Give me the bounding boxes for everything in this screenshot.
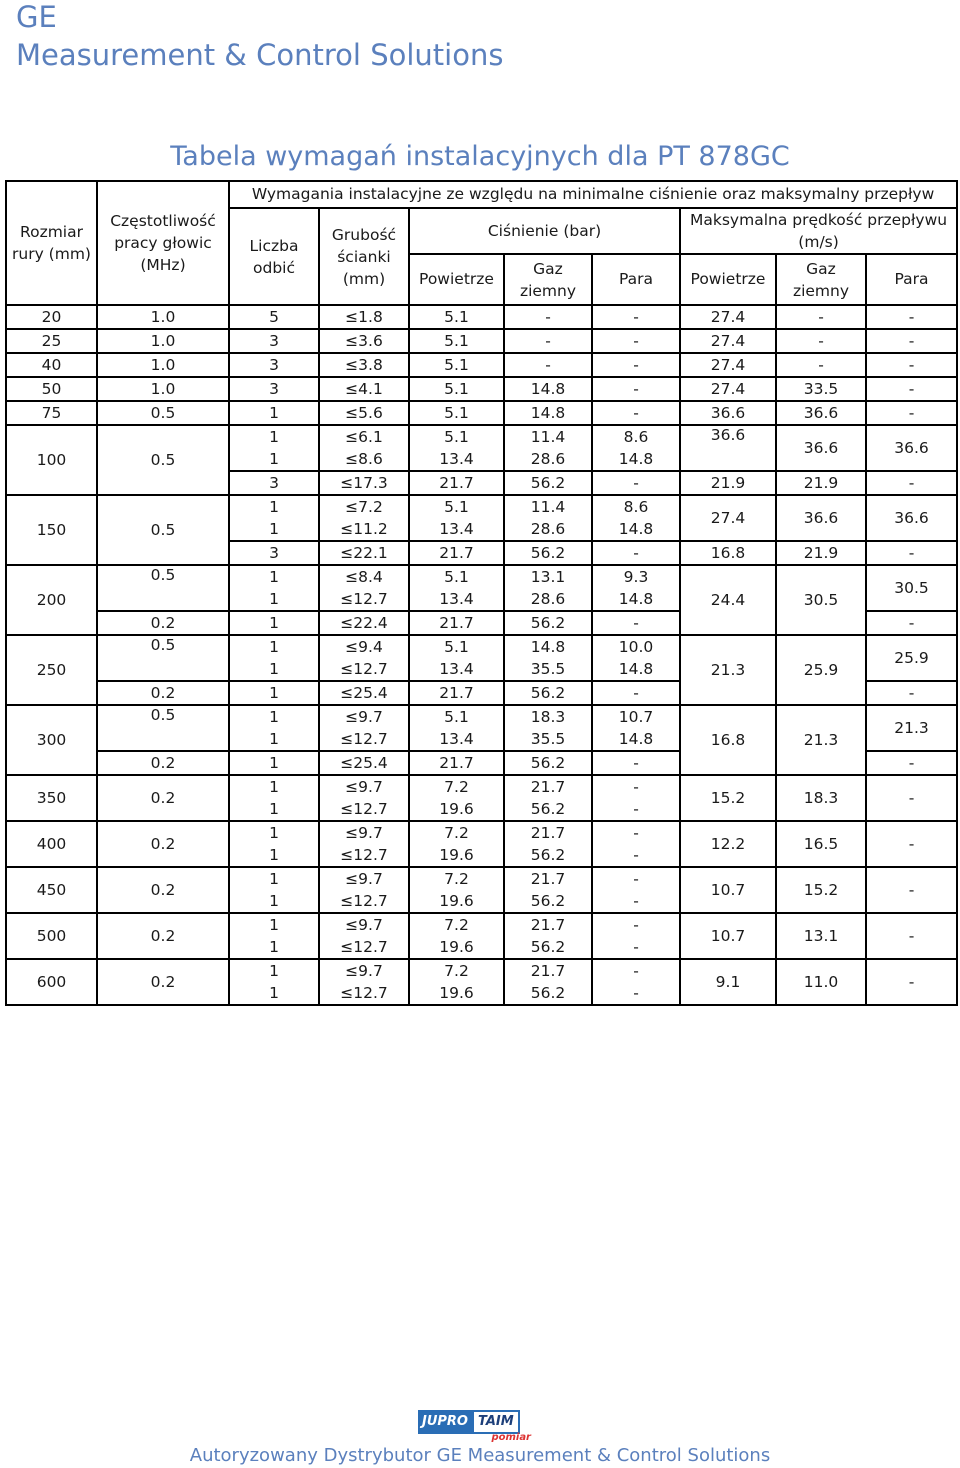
cell-freq: 0.5 [97, 425, 229, 495]
cell-traverses: 3 [229, 471, 319, 495]
header-wall: Grubość ścianki (mm) [319, 208, 409, 305]
cell-traverses: 5 [229, 305, 319, 329]
cell-velocity-steam: - [866, 867, 957, 913]
cell-pressure-air: 19.6 [409, 936, 504, 959]
cell-pressure-air: 13.4 [409, 588, 504, 611]
cell-traverses: 1 [229, 890, 319, 913]
cell-freq: 0.2 [97, 681, 229, 705]
cell-traverses: 1 [229, 775, 319, 798]
cell-pressure-steam: - [592, 471, 680, 495]
cell-pressure-air: 5.1 [409, 425, 504, 448]
cell-traverses: 1 [229, 518, 319, 541]
cell-traverses: 3 [229, 329, 319, 353]
cell-velocity-steam: - [866, 611, 957, 635]
header-main-group: Wymagania instalacyjne ze względu na minimalne ciśnienie oraz maksymalny przepływ [229, 181, 957, 208]
cell-pressure-steam: 14.8 [592, 588, 680, 611]
cell-pressure-gas: 56.2 [504, 471, 592, 495]
cell-pipe: 25 [6, 329, 97, 353]
cell-traverses: 1 [229, 565, 319, 588]
table-row [6, 775, 957, 798]
page-title: Tabela wymagań instalacyjnych dla PT 878GC [170, 141, 790, 172]
cell-wall: ≤12.7 [319, 890, 409, 913]
cell-pressure-air: 21.7 [409, 471, 504, 495]
cell-traverses: 3 [229, 377, 319, 401]
cell-pipe: 300 [6, 705, 97, 775]
cell-wall: ≤25.4 [319, 681, 409, 705]
cell-wall: ≤3.8 [319, 353, 409, 377]
cell-velocity-air: 27.4 [680, 495, 776, 541]
cell-velocity-air: 27.4 [680, 329, 776, 353]
table-row [6, 305, 957, 329]
cell-freq: 0.5 [97, 705, 229, 751]
cell-velocity-air: 24.4 [680, 565, 776, 635]
logo-part-jupro: JUPRO [418, 1410, 472, 1434]
cell-pressure-gas: 28.6 [504, 518, 592, 541]
cell-velocity-air: 21.3 [680, 635, 776, 705]
cell-velocity-steam: 30.5 [866, 565, 957, 611]
cell-velocity-air: 36.6 [680, 425, 776, 448]
cell-pressure-steam: - [592, 890, 680, 913]
cell-pressure-gas: 56.2 [504, 890, 592, 913]
cell-traverses: 1 [229, 728, 319, 751]
footer-text: Autoryzowany Dystrybutor GE Measurement & Control Solutions [189, 1445, 771, 1466]
cell-wall: ≤9.7 [319, 775, 409, 798]
cell-freq: 0.5 [97, 635, 229, 681]
cell-velocity-steam: - [866, 353, 957, 377]
cell-pressure-air: 7.2 [409, 959, 504, 982]
cell-pressure-steam: - [592, 959, 680, 982]
cell-velocity-gas: - [776, 329, 866, 353]
cell-pipe: 50 [6, 377, 97, 401]
cell-traverses: 1 [229, 821, 319, 844]
cell-pressure-air: 5.1 [409, 353, 504, 377]
cell-freq: 0.5 [97, 565, 229, 611]
cell-velocity-gas: 33.5 [776, 377, 866, 401]
cell-wall: ≤22.1 [319, 541, 409, 565]
cell-pressure-air: 21.7 [409, 611, 504, 635]
cell-freq: 0.2 [97, 959, 229, 1005]
cell-traverses: 1 [229, 588, 319, 611]
cell-velocity-gas: 15.2 [776, 867, 866, 913]
cell-pressure-air: 5.1 [409, 565, 504, 588]
cell-freq: 0.5 [97, 401, 229, 425]
cell-pressure-air: 19.6 [409, 798, 504, 821]
installation-requirements-table [5, 180, 958, 1006]
cell-pressure-air: 7.2 [409, 867, 504, 890]
cell-pressure-air: 5.1 [409, 305, 504, 329]
cell-pressure-steam: 8.6 [592, 425, 680, 448]
cell-velocity-air: 15.2 [680, 775, 776, 821]
header-traverses: Liczba odbić [229, 208, 319, 305]
table-row [6, 821, 957, 844]
cell-pressure-air: 21.7 [409, 751, 504, 775]
cell-pressure-gas: 14.8 [504, 401, 592, 425]
cell-pipe: 500 [6, 913, 97, 959]
cell-pipe: 350 [6, 775, 97, 821]
table-row [6, 635, 957, 658]
cell-traverses: 3 [229, 353, 319, 377]
cell-velocity-gas: 25.9 [776, 635, 866, 705]
cell-pressure-gas: 21.7 [504, 821, 592, 844]
cell-pressure-gas: - [504, 353, 592, 377]
cell-velocity-steam: - [866, 913, 957, 959]
header-velocity-gas: Gaz ziemny [776, 254, 866, 305]
cell-wall: ≤12.7 [319, 588, 409, 611]
header-velocity-air: Powietrze [680, 254, 776, 305]
distributor-logo [418, 1410, 533, 1444]
cell-pressure-air: 19.6 [409, 890, 504, 913]
cell-pressure-gas: 21.7 [504, 775, 592, 798]
cell-velocity-gas: 21.3 [776, 705, 866, 775]
table-row [6, 353, 957, 377]
cell-pressure-gas: - [504, 305, 592, 329]
cell-pressure-steam: - [592, 353, 680, 377]
cell-traverses: 1 [229, 913, 319, 936]
cell-velocity-air: 12.2 [680, 821, 776, 867]
cell-pressure-air: 13.4 [409, 518, 504, 541]
cell-wall: ≤12.7 [319, 658, 409, 681]
cell-traverses: 1 [229, 751, 319, 775]
cell-pressure-steam: - [592, 751, 680, 775]
cell-velocity-air: 27.4 [680, 305, 776, 329]
logo-subtext: pomiar [491, 1432, 531, 1443]
cell-pressure-steam: 8.6 [592, 495, 680, 518]
cell-velocity-steam: - [866, 471, 957, 495]
cell-pressure-gas: 56.2 [504, 751, 592, 775]
cell-pressure-air: 5.1 [409, 495, 504, 518]
cell-pressure-steam: - [592, 541, 680, 565]
cell-pipe: 20 [6, 305, 97, 329]
brand-header [16, 0, 503, 74]
cell-wall: ≤12.7 [319, 728, 409, 751]
cell-pressure-steam: 10.0 [592, 635, 680, 658]
cell-pressure-air: 13.4 [409, 448, 504, 471]
cell-traverses: 1 [229, 658, 319, 681]
cell-pipe: 200 [6, 565, 97, 635]
cell-velocity-air: 10.7 [680, 867, 776, 913]
cell-pipe: 100 [6, 425, 97, 495]
cell-pressure-air: 5.1 [409, 635, 504, 658]
cell-traverses: 1 [229, 867, 319, 890]
cell-pressure-gas: 56.2 [504, 798, 592, 821]
cell-pressure-gas: 11.4 [504, 425, 592, 448]
cell-freq: 0.2 [97, 913, 229, 959]
cell-pressure-gas: 28.6 [504, 588, 592, 611]
cell-pipe: 75 [6, 401, 97, 425]
cell-wall: ≤9.7 [319, 705, 409, 728]
cell-pressure-steam: 14.8 [592, 728, 680, 751]
cell-velocity-steam: - [866, 959, 957, 1005]
cell-traverses: 1 [229, 936, 319, 959]
cell-traverses: 1 [229, 495, 319, 518]
cell-wall: ≤12.7 [319, 844, 409, 867]
table-row [6, 705, 957, 728]
cell-velocity-steam: - [866, 541, 957, 565]
cell-traverses: 1 [229, 959, 319, 982]
cell-traverses: 1 [229, 982, 319, 1005]
cell-wall: ≤1.8 [319, 305, 409, 329]
cell-pipe: 600 [6, 959, 97, 1005]
cell-pressure-air: 7.2 [409, 913, 504, 936]
cell-velocity-steam: - [866, 821, 957, 867]
cell-wall: ≤12.7 [319, 798, 409, 821]
cell-wall: ≤9.7 [319, 959, 409, 982]
cell-velocity-gas: 30.5 [776, 565, 866, 635]
brand-ge: GE [16, 0, 57, 34]
cell-pressure-steam: 9.3 [592, 565, 680, 588]
cell-velocity-gas: 11.0 [776, 959, 866, 1005]
cell-wall: ≤7.2 [319, 495, 409, 518]
cell-freq: 0.2 [97, 611, 229, 635]
cell-pressure-steam: 10.7 [592, 705, 680, 728]
cell-wall: ≤6.1 [319, 425, 409, 448]
cell-traverses: 1 [229, 425, 319, 448]
cell-pressure-gas: - [504, 329, 592, 353]
cell-pressure-gas: 21.7 [504, 959, 592, 982]
cell-pressure-gas: 56.2 [504, 681, 592, 705]
cell-pressure-steam: - [592, 936, 680, 959]
cell-velocity-air: 21.9 [680, 471, 776, 495]
cell-wall: ≤3.6 [319, 329, 409, 353]
cell-wall: ≤12.7 [319, 936, 409, 959]
cell-freq: 1.0 [97, 329, 229, 353]
cell-pressure-air: 7.2 [409, 821, 504, 844]
cell-pressure-gas: 21.7 [504, 867, 592, 890]
cell-pressure-air: 19.6 [409, 844, 504, 867]
cell-pressure-gas: 35.5 [504, 658, 592, 681]
cell-pipe: 250 [6, 635, 97, 705]
cell-pressure-steam: 14.8 [592, 448, 680, 471]
cell-pressure-gas: 13.1 [504, 565, 592, 588]
logo-part-taim: TAIM [472, 1410, 520, 1434]
cell-pressure-steam: 14.8 [592, 658, 680, 681]
header-velocity-steam: Para [866, 254, 957, 305]
cell-pressure-gas: 14.8 [504, 635, 592, 658]
cell-wall: ≤4.1 [319, 377, 409, 401]
cell-wall: ≤9.7 [319, 821, 409, 844]
cell-pressure-air: 19.6 [409, 982, 504, 1005]
cell-freq: 1.0 [97, 377, 229, 401]
cell-freq: 0.5 [97, 495, 229, 565]
cell-velocity-steam: - [866, 329, 957, 353]
cell-pressure-steam: - [592, 798, 680, 821]
cell-velocity-steam: 36.6 [866, 425, 957, 471]
header-frequency: Częstotliwość pracy głowic (MHz) [97, 181, 229, 305]
cell-velocity-steam: - [866, 305, 957, 329]
cell-pressure-air: 5.1 [409, 401, 504, 425]
cell-pressure-steam: - [592, 982, 680, 1005]
cell-pressure-air: 13.4 [409, 728, 504, 751]
table-row [6, 329, 957, 353]
cell-velocity-air: 10.7 [680, 913, 776, 959]
cell-pressure-steam: - [592, 775, 680, 798]
table-row [6, 867, 957, 890]
cell-traverses: 1 [229, 448, 319, 471]
cell-pressure-steam: - [592, 611, 680, 635]
brand-subtitle: Measurement & Control Solutions [16, 38, 504, 72]
cell-pressure-air: 21.7 [409, 681, 504, 705]
cell-pressure-air: 21.7 [409, 541, 504, 565]
cell-pressure-gas: 18.3 [504, 705, 592, 728]
cell-pressure-steam: - [592, 329, 680, 353]
cell-pressure-steam: - [592, 377, 680, 401]
header-pipe-size: Rozmiar rury (mm) [6, 181, 97, 305]
header-pressure-steam: Para [592, 254, 680, 305]
cell-traverses: 1 [229, 844, 319, 867]
header-pressure-group: Ciśnienie (bar) [409, 208, 680, 254]
cell-pressure-gas: 14.8 [504, 377, 592, 401]
table-row [6, 495, 957, 518]
cell-pressure-gas: 56.2 [504, 982, 592, 1005]
header-pressure-gas: Gaz ziemny [504, 254, 592, 305]
cell-velocity-gas: - [776, 305, 866, 329]
cell-traverses: 1 [229, 798, 319, 821]
cell-velocity-air: 9.1 [680, 959, 776, 1005]
cell-velocity-steam: - [866, 377, 957, 401]
cell-freq: 0.2 [97, 775, 229, 821]
cell-pressure-air: 5.1 [409, 329, 504, 353]
cell-pressure-gas: 28.6 [504, 448, 592, 471]
cell-pressure-gas: 56.2 [504, 611, 592, 635]
cell-velocity-air: 16.8 [680, 541, 776, 565]
cell-wall: ≤8.6 [319, 448, 409, 471]
cell-velocity-steam: 21.3 [866, 705, 957, 751]
cell-velocity-gas: 18.3 [776, 775, 866, 821]
cell-wall: ≤11.2 [319, 518, 409, 541]
cell-velocity-steam: 25.9 [866, 635, 957, 681]
cell-pressure-air: 5.1 [409, 705, 504, 728]
cell-pressure-steam: - [592, 821, 680, 844]
cell-traverses: 1 [229, 635, 319, 658]
cell-pressure-air: 7.2 [409, 775, 504, 798]
cell-wall: ≤5.6 [319, 401, 409, 425]
cell-pressure-air: 13.4 [409, 658, 504, 681]
table-row [6, 913, 957, 936]
cell-pressure-gas: 11.4 [504, 495, 592, 518]
cell-velocity-steam: - [866, 681, 957, 705]
cell-pressure-steam: - [592, 401, 680, 425]
table-row [6, 959, 957, 982]
cell-freq: 0.2 [97, 751, 229, 775]
cell-pipe: 150 [6, 495, 97, 565]
cell-velocity-gas: 16.5 [776, 821, 866, 867]
cell-freq: 0.2 [97, 867, 229, 913]
cell-velocity-gas: 21.9 [776, 541, 866, 565]
cell-velocity-gas: 36.6 [776, 425, 866, 471]
cell-wall: ≤25.4 [319, 751, 409, 775]
table-row [6, 565, 957, 588]
cell-pipe: 400 [6, 821, 97, 867]
cell-pressure-gas: 35.5 [504, 728, 592, 751]
cell-wall: ≤9.4 [319, 635, 409, 658]
cell-wall: ≤22.4 [319, 611, 409, 635]
cell-traverses: 1 [229, 401, 319, 425]
cell-pressure-steam: - [592, 913, 680, 936]
header-velocity-group: Maksymalna prędkość przepływu (m/s) [680, 208, 957, 254]
cell-wall: ≤12.7 [319, 982, 409, 1005]
cell-pipe: 450 [6, 867, 97, 913]
cell-velocity-gas: 36.6 [776, 401, 866, 425]
cell-wall: ≤9.7 [319, 913, 409, 936]
cell-velocity-air: 27.4 [680, 377, 776, 401]
cell-wall: ≤17.3 [319, 471, 409, 495]
cell-pressure-steam: 14.8 [592, 518, 680, 541]
cell-wall: ≤8.4 [319, 565, 409, 588]
cell-pipe: 40 [6, 353, 97, 377]
cell-velocity-gas: 13.1 [776, 913, 866, 959]
cell-velocity-air-empty [680, 448, 776, 471]
cell-traverses: 1 [229, 681, 319, 705]
cell-freq: 1.0 [97, 353, 229, 377]
cell-velocity-steam: - [866, 401, 957, 425]
cell-velocity-air: 16.8 [680, 705, 776, 775]
cell-freq: 1.0 [97, 305, 229, 329]
cell-freq: 0.2 [97, 821, 229, 867]
cell-traverses: 1 [229, 705, 319, 728]
cell-pressure-gas: 56.2 [504, 936, 592, 959]
cell-pressure-air: 5.1 [409, 377, 504, 401]
cell-velocity-gas: - [776, 353, 866, 377]
cell-velocity-air: 27.4 [680, 353, 776, 377]
cell-pressure-steam: - [592, 867, 680, 890]
cell-velocity-steam: 36.6 [866, 495, 957, 541]
cell-velocity-gas: 36.6 [776, 495, 866, 541]
header-pressure-air: Powietrze [409, 254, 504, 305]
cell-wall: ≤9.7 [319, 867, 409, 890]
cell-pressure-gas: 56.2 [504, 541, 592, 565]
table-row [6, 425, 957, 448]
cell-traverses: 3 [229, 541, 319, 565]
cell-pressure-gas: 21.7 [504, 913, 592, 936]
table-row [6, 377, 957, 401]
cell-velocity-steam: - [866, 751, 957, 775]
cell-velocity-air: 36.6 [680, 401, 776, 425]
cell-pressure-steam: - [592, 844, 680, 867]
cell-pressure-steam: - [592, 681, 680, 705]
cell-velocity-steam: - [866, 775, 957, 821]
table-row [6, 401, 957, 425]
cell-pressure-gas: 56.2 [504, 844, 592, 867]
cell-velocity-gas: 21.9 [776, 471, 866, 495]
cell-pressure-steam: - [592, 305, 680, 329]
cell-traverses: 1 [229, 611, 319, 635]
